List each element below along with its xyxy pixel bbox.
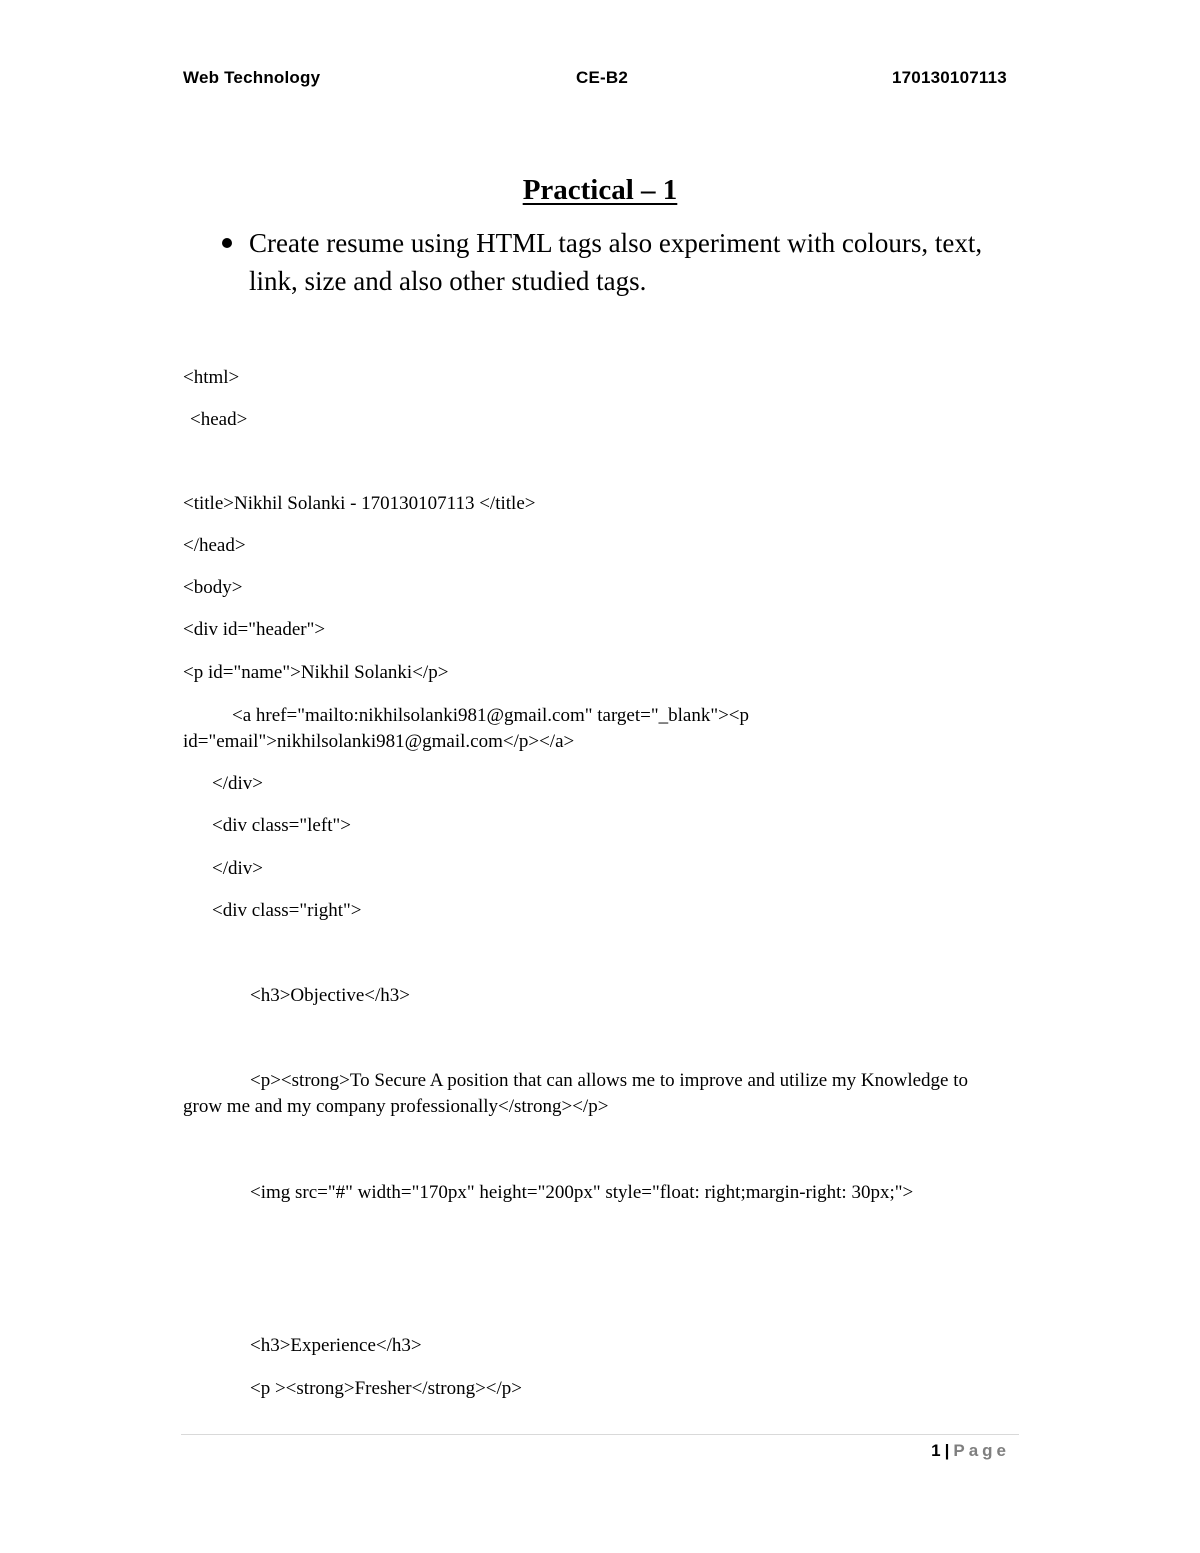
code-line: <head> (190, 409, 248, 430)
code-line: <h3>Objective</h3> (250, 985, 410, 1006)
code-line: <body> (183, 577, 243, 598)
footer-divider (181, 1434, 1019, 1435)
page-title (0, 170, 1200, 210)
task-description: Create resume using HTML tags also experiment with colours, text, link, size and also other studied tags. (249, 228, 983, 296)
bullet-icon (222, 238, 232, 248)
code-line: <p><strong>To Secure A position that can allows me to improve and utilize my Knowledge to grow me and my company professionally</strong></p> (183, 1070, 969, 1117)
code-line: <html> (183, 367, 240, 388)
footer-separator: | (944, 1441, 950, 1460)
code-line: </div> (212, 773, 263, 794)
page-title-text: Practical – 1 (522, 174, 678, 206)
code-line: <h3>Experience</h3> (250, 1335, 422, 1356)
code-line: <div id="header"> (183, 619, 326, 640)
header-left-course: Web Technology (183, 68, 321, 87)
code-line: </head> (183, 535, 246, 556)
header-right-enrollment: 170130107113 (892, 68, 1007, 87)
code-line: <div class="right"> (212, 900, 362, 921)
code-line: <a href="mailto:nikhilsolanki981@gmail.com" target="_blank"><p id="email">nikhilsolanki981@gmail.com</p></a> (183, 705, 750, 752)
page-label: Page (953, 1441, 1010, 1460)
code-line: </div> (212, 858, 263, 879)
header-center-class: CE-B2 (576, 68, 629, 87)
code-line: <img src="#" width="170px" height="200px" style="float: right;margin-right: 30px;"> (250, 1182, 914, 1203)
code-line: <div class="left"> (212, 815, 351, 836)
page-number: 1 (931, 1441, 941, 1460)
code-line: <title>Nikhil Solanki - 170130107113 </title> (183, 493, 536, 514)
page-footer (931, 1438, 1010, 1464)
code-line: <p ><strong>Fresher</strong></p> (250, 1378, 523, 1399)
code-line: <p id="name">Nikhil Solanki</p> (183, 662, 449, 683)
